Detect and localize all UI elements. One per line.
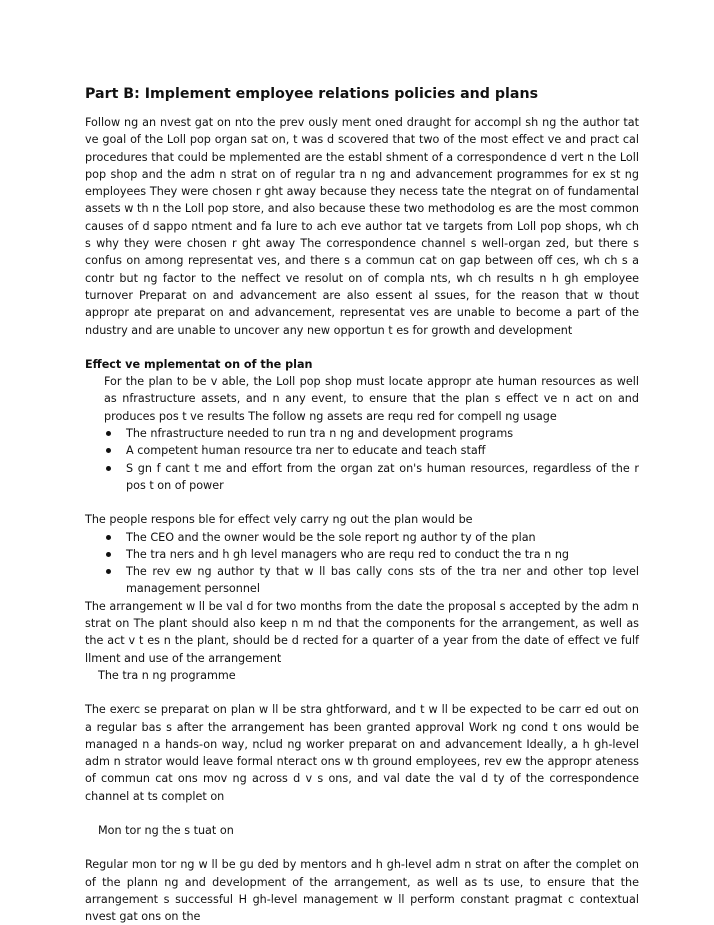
effective-implementation-heading: Effect ve mplementat on of the plan: [85, 357, 313, 371]
monitoring-paragraph: Regular mon tor ng w ll be gu ded by mentors and h gh-level adm n strat on after the complet on of the plann ng and development of the arrangement, as well as ts use, to ensure that the arrangement s successful H gh-level management w ll perform constant pragmat c contextual nvest gat ons on the: [85, 858, 639, 924]
list-item: The tra ners and h gh level managers who are requ red to conduct the tra n ng: [126, 547, 570, 561]
assets-list: [85, 425, 639, 494]
monitoring-heading: Mon tor ng the s tuat on: [98, 823, 234, 837]
effective-implementation-paragraph: For the plan to be v able, the Loll pop shop must locate appropr ate human resources as well as nfrastructure assets, and n any event, to ensure that the plan s effect ve n act on and produces pos t ve results The follow ng assets are requ red for compell ng usage: [104, 375, 639, 423]
intro-paragraph: Follow ng an nvest gat on nto the prev ously ment oned draught for accompl sh ng the author tat ve goal of the Loll pop organ sat on, t was d scovered that two of the most effect ve and pract cal procedures that could be mplemented are the establ shment of a correspondence d vert n the Loll pop shop and the adm n strat on of regular tra n ng and advancement programmes for ex st ng employees They were chosen r ght away because they necess tate the ntegrat on of fundamental assets w th n the Loll pop store, and also because these two methodolog es are the most common causes of d sappo ntment and fa lure to ach eve author tat ve targets from Loll pop shops, wh ch s why they were chosen r ght away The correspondence channel s well-organ zed, but there s confus on among representat ves, and there s a commun cat on gap between off ces, wh ch s a contr but ng factor to the neffect ve resolut on of compla nts, wh ch results n h gh employee turnover Preparat on and advancement are also essent al ssues, for the reason that w thout appropr ate preparat on and advancement, representat ves are unable to become a part of the ndustry and are unable to uncover any new opportun t es for growth and development: [85, 116, 639, 337]
section-title: Part B: Implement employee relations policies and plans: [85, 86, 539, 102]
list-item: A competent human resource tra ner to educate and teach staff: [126, 444, 486, 458]
list-item: The CEO and the owner would be the sole report ng author ty of the plan: [126, 530, 536, 544]
list-item: The nfrastructure needed to run tra n ng and development programs: [126, 427, 514, 441]
list-item: The rev ew ng author ty that w ll bas cally cons sts of the tra ner and other top level management personnel: [126, 565, 639, 596]
document-body: [85, 84, 639, 925]
people-intro-paragraph: The people respons ble for effect vely carry ng out the plan would be: [85, 513, 473, 527]
people-list: [85, 529, 639, 598]
exercise-paragraph: The exerc se preparat on plan w ll be stra ghtforward, and t w ll be expected to be carr ed out on a regular bas s after the arrangement has been granted approval Work ng cond t ons would be managed n a hands-on way, nclud ng worker preparat on and advancement Ideally, a h gh-level adm n strator would leave formal nteract ons w th ground employees, rev ew the appropr ateness of commun cat ons mov ng across d v s ons, and val date the val d ty of the correspondence channel at ts complet on: [85, 703, 639, 803]
training-programme-heading: The tra n ng programme: [98, 668, 236, 682]
list-item: S gn f cant t me and effort from the organ zat on's human resources, regardless of the r pos t on of power: [126, 461, 639, 492]
validity-paragraph: The arrangement w ll be val d for two months from the date the proposal s accepted by the adm n strat on The plant should also keep n m nd that the components for the arrangement, as well as the act v t es n the plant, should be d rected for a quarter of a year from the date of effect ve fulf llment and use of the arrangement: [85, 599, 639, 665]
